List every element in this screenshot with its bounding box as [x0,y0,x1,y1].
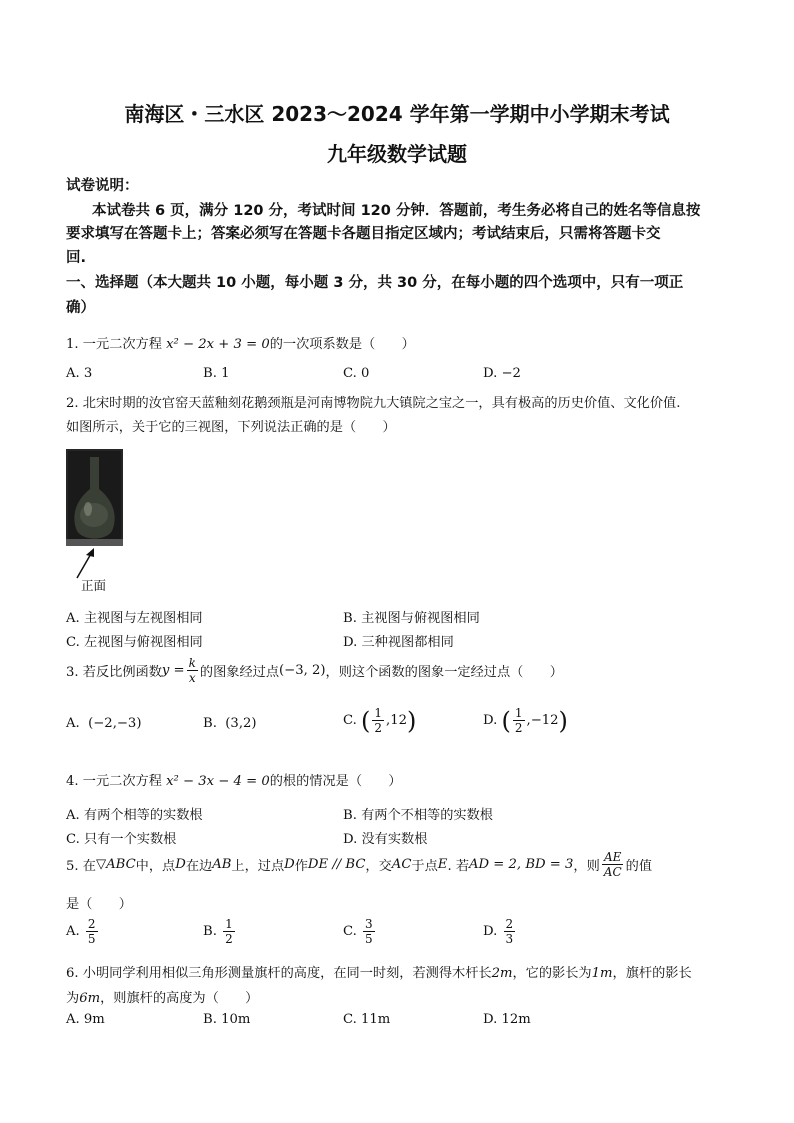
q4-option-b[interactable]: B. 有两个不相等的实数根 [343,808,493,823]
q3-opt-d-num: 1 [514,706,523,720]
q3-opt-c-fraction [372,706,384,735]
q5-opt-a-den: 5 [87,932,96,946]
q3-prefix: 3. 若反比例函数 [66,665,162,680]
instructions-line3: 回. [66,250,87,266]
q5-opt-c-den: 5 [365,932,373,946]
q5-triangle: ▽ABC [95,857,136,872]
q3-opt-b-label: B. [203,716,217,731]
question-2-line1: 2. 北宋时期的汝官窑天蓝釉刻花鹅颈瓶是河南博物院九大镇院之宝之一，具有极高的历史价值、文化价值. [66,396,681,411]
q5-option-a[interactable] [66,917,100,946]
q5-text5: 作 [294,859,308,874]
q5-opt-d-den: 3 [505,932,514,946]
q5-text6: ，交 [365,859,392,874]
q2-option-c[interactable]: C. 左视图与俯视图相同 [66,635,203,650]
q5-point-d2: D [284,857,295,872]
q3-opt-a-label: A. [66,716,80,731]
instructions-heading: 试卷说明： [66,178,139,194]
instructions-line2: 要求填写在答题卡上；答案必须写在答题卡各题目指定区域内；考试结束后，只需将答题卡交 [66,226,661,242]
q5-text9: ，则 [573,859,600,874]
question-4 [66,770,402,789]
q1-option-c[interactable]: C. 0 [343,366,370,381]
q3-option-a[interactable] [66,716,141,731]
vase-photo [66,449,123,546]
q5-opt-c-num: 3 [365,917,373,931]
q5-text2: 中，点 [135,859,176,874]
q1-option-d[interactable]: D. −2 [483,366,521,381]
q4-suffix: 的根的情况是（ ） [269,774,402,789]
q3-middle: 的图象经过点 [199,665,280,680]
q3-opt-d-label: D. [483,713,498,728]
q4-option-d[interactable]: D. 没有实数根 [343,832,428,847]
q5-point-e: E [437,857,448,872]
q2-option-b[interactable]: B. 主视图与俯视图相同 [343,611,480,626]
q5-opt-a-label: A. [66,924,80,939]
q5-text1: 5. 在 [66,859,96,874]
q5-option-c[interactable] [343,917,377,946]
question-6-line2 [66,987,258,1006]
q5-option-b[interactable] [203,917,237,946]
q3-suffix: ，则这个函数的图象一定经过点（ ） [325,665,563,680]
q5-opt-a-num: 2 [87,917,96,931]
q3-func-fraction [187,656,198,685]
q3-opt-c-rest: ,12 [386,713,408,728]
q6-len2: 1m [591,966,613,981]
q5-opt-b-num: 1 [225,917,233,931]
q6-option-c[interactable]: C. 11m [343,1012,391,1027]
q2-option-a[interactable]: A. 主视图与左视图相同 [66,611,203,626]
q6-len1: 2m [491,966,513,981]
front-label: 正面 [81,578,107,593]
q5-text4: 上，过点 [231,859,285,874]
q4-prefix: 4. 一元二次方程 [66,774,162,789]
q6-text3: ，旗杆的影长 [612,966,692,981]
q3-opt-a-value: (−2,−3) [88,716,142,731]
question-6-line1 [66,962,692,981]
q5-frac-num: AE [604,850,622,864]
q5-fraction [602,850,624,879]
q3-opt-c-num: 1 [374,706,383,720]
q5-side-ac: AC [391,857,412,872]
q5-opt-b-label: B. [203,924,217,939]
q1-option-a[interactable]: A. 3 [66,366,93,381]
q6-text2: ，它的影长为 [512,966,592,981]
q5-text10: 的值 [625,859,653,874]
q5-option-d[interactable] [483,917,517,946]
q3-func-lhs: y = [161,663,185,678]
q1-prefix: 1. 一元二次方程 [66,337,162,352]
exam-title: 南海区・三水区 2023～2024 学年第一学期中小学期末考试 [124,102,670,126]
q5-point-d: D [175,857,186,872]
q3-point: (−3, 2) [279,663,326,678]
question-3 [66,656,563,685]
q5-opt-b-den: 2 [225,932,233,946]
q1-equation: x² − 2x + 3 = 0 [166,337,270,352]
q3-func-den: x [188,671,196,685]
q6-text1: 6. 小明同学利用相似三角形测量旗杆的高度，在同一时刻，若测得木杆长 [66,966,492,981]
question-5-line2: 是（ ） [66,897,132,912]
q3-opt-c-den: 2 [374,721,383,735]
q6-text4: 为 [66,991,80,1006]
q4-option-c[interactable]: C. 只有一个实数根 [66,832,177,847]
q5-text8: . 若 [447,859,470,874]
q5-parallel: DE // BC [307,857,366,872]
question-1 [66,333,415,352]
section-heading-line1: 一、选择题（本大题共 10 小题，每小题 3 分，共 30 分，在每小题的四个选项中，只有一项正 [66,275,684,291]
q6-option-d[interactable]: D. 12m [483,1012,531,1027]
q5-opt-d-num: 2 [505,917,514,931]
q5-condition: AD = 2, BD = 3 [469,857,574,872]
q5-opt-d-label: D. [483,924,498,939]
q3-opt-d-rest: ,−12 [526,713,559,728]
q3-opt-c-label: C. [343,713,357,728]
q3-opt-d-den: 2 [514,721,523,735]
question-5-line1 [66,850,652,879]
q3-opt-b-value: (3,2) [225,716,257,731]
question-2-line2: 如图所示，关于它的三视图，下列说法正确的是（ ） [66,420,396,435]
q1-option-b[interactable]: B. 1 [203,366,230,381]
q5-opt-c-label: C. [343,924,357,939]
q6-option-b[interactable]: B. 10m [203,1012,251,1027]
q6-len3: 6m [79,991,101,1006]
q3-option-b[interactable] [203,716,257,731]
q5-text7: 于点 [411,859,438,874]
q6-option-a[interactable]: A. 9m [66,1012,105,1027]
q3-func-num: k [188,656,196,670]
exam-subtitle: 九年级数学试题 [327,142,467,166]
instructions-line1: 本试卷共 6 页，满分 120 分，考试时间 120 分钟．答题前，考生务必将自己的姓名等信息按 [92,203,701,219]
q5-text3: 在边 [185,859,213,874]
q2-option-d[interactable]: D. 三种视图都相同 [343,635,454,650]
q3-option-c[interactable]: C. ( $\frac{1}{2}$ ,12 ) [343,706,417,735]
q1-suffix: 的一次项系数是（ ） [269,337,415,352]
q3-option-d[interactable]: D. ( $\frac{1}{2}$ ,−12 ) [483,706,568,735]
q3-opt-d-fraction [513,706,525,735]
q4-option-a[interactable]: A. 有两个相等的实数根 [66,808,203,823]
q5-frac-den: AC [603,865,622,879]
q5-side-ab: AB [212,857,232,872]
q4-equation: x² − 3x − 4 = 0 [166,774,270,789]
section-heading-line2: 确） [66,300,95,316]
q6-text5: ，则旗杆的高度为（ ） [100,991,259,1006]
